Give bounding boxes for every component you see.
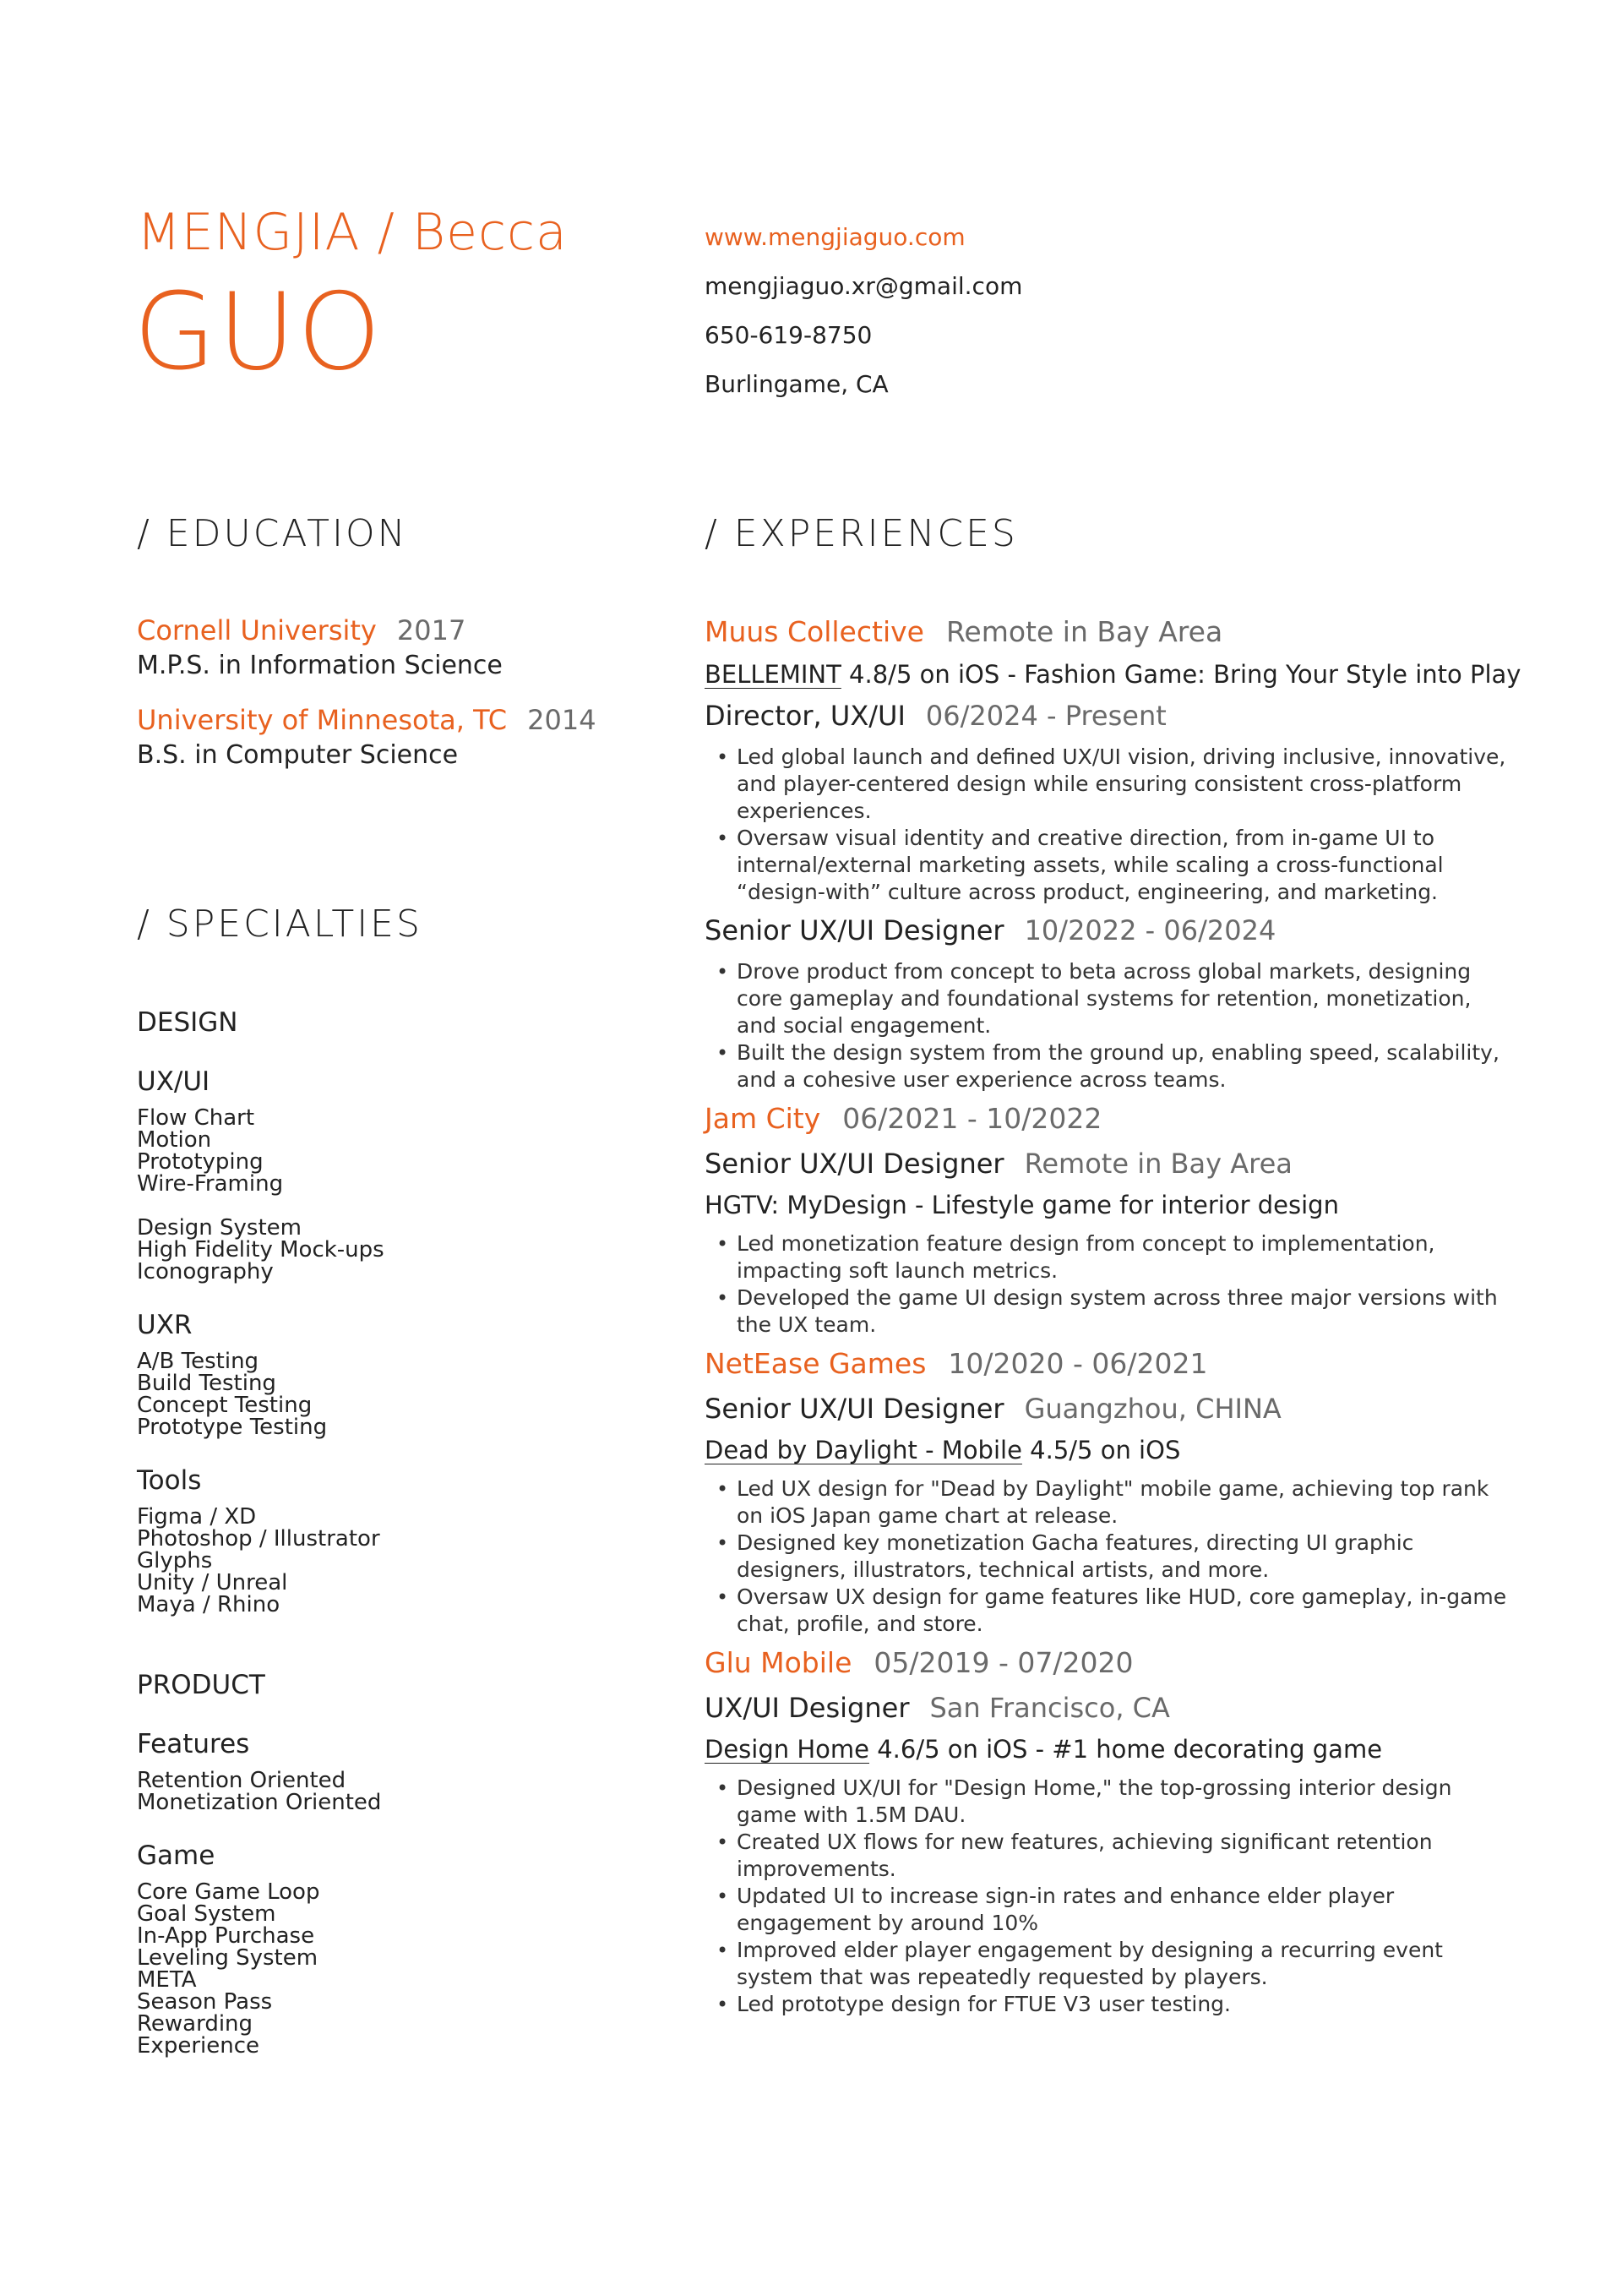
company-header (705, 1643, 1516, 1683)
specialty-subcategory: Tools (137, 1465, 202, 1496)
specialties-heading: / SPECIALTIES (137, 903, 422, 946)
skill-list (137, 1217, 661, 1283)
skill-item: Flow Chart (137, 1105, 255, 1131)
skill-item: Core Game Loop (137, 1879, 320, 1905)
game-link[interactable]: Design Home (705, 1735, 869, 1764)
company-dates: 10/2020 - 06/2021 (948, 1347, 1208, 1380)
bullet-item: • Led UX design for "Dead by Daylight" mobile game, achieving top rank on iOS Japan game chart at release. (737, 1475, 1516, 1530)
bullet-item: • Improved elder player engagement by designing a recurring event system that was repeatedly requested by players. (737, 1937, 1516, 1991)
game-link[interactable]: Dead by Daylight - Mobile (705, 1436, 1022, 1464)
contact-info (705, 213, 1022, 409)
role-header (705, 696, 1516, 735)
skill-item: Build Testing (137, 1371, 276, 1396)
skill-list (137, 1881, 661, 2057)
location: Burlingame, CA (705, 370, 889, 398)
bullet-item: • Led prototype design for FTUE V3 user testing. (737, 1991, 1516, 2018)
specialty-subcategory: UX/UI (137, 1066, 210, 1097)
bullet-list (705, 1775, 1516, 2018)
company-name: NetEase Games (705, 1347, 927, 1380)
skill-item: In-App Purchase (137, 1923, 315, 1949)
game-title (705, 657, 1521, 691)
education-item (137, 701, 661, 739)
specialty-category: PRODUCT (137, 1670, 265, 1700)
bullet-item: • Oversaw visual identity and creative direction, from in-game UI to internal/external marketing assets, while scaling a cross-functional “design-with” culture across product, engineering, and marketing. (737, 825, 1516, 906)
bullet-list (705, 1230, 1516, 1339)
skill-item: Rewarding (137, 2011, 253, 2037)
company-name: Glu Mobile (705, 1646, 852, 1679)
role-dates: 06/2024 - Present (925, 700, 1167, 732)
skill-item: Figma / XD (137, 1504, 257, 1530)
first-name: MENGJIA / Becca (137, 203, 568, 262)
skill-item: Leveling System (137, 1945, 318, 1971)
company-dates: 05/2019 - 07/2020 (874, 1646, 1134, 1679)
skill-item: META (137, 1967, 197, 1993)
specialty-subcategory: UXR (137, 1310, 193, 1340)
bullet-list (705, 744, 1516, 906)
bullet-list (705, 958, 1516, 1093)
school-name: University of Minnesota, TC (137, 704, 508, 736)
school-name: Cornell University (137, 614, 377, 646)
bullet-item: • Led monetization feature design from concept to implementation, impacting soft launch metrics. (737, 1230, 1516, 1284)
role-location: San Francisco, CA (929, 1692, 1170, 1724)
graduation-year: 2014 (527, 704, 596, 736)
website-link[interactable]: www.mengjiaguo.com (705, 223, 966, 251)
role-dates: 10/2022 - 06/2024 (1024, 914, 1276, 946)
bullet-item: • Built the design system from the ground up, enabling speed, scalability, and a cohesive user experience across teams. (737, 1039, 1516, 1093)
skill-item: Prototype Testing (137, 1415, 328, 1440)
bullet-item: • Designed UX/UI for "Design Home," the top-grossing interior design game with 1.5M DAU. (737, 1775, 1516, 1829)
skill-item: Motion (137, 1127, 212, 1153)
role-header (705, 1389, 1516, 1428)
skill-item: Unity / Unreal (137, 1570, 288, 1595)
game-description: 4.5/5 on iOS (1021, 1436, 1181, 1464)
skill-item: Goal System (137, 1901, 276, 1927)
bullet-item: • Updated UI to increase sign-in rates and enhance elder player engagement by around 10% (737, 1883, 1516, 1937)
company-header (705, 612, 1516, 652)
skill-item: High Fidelity Mock-ups (137, 1237, 384, 1263)
role-title: Senior UX/UI Designer (705, 914, 1004, 946)
skill-item: Monetization Oriented (137, 1790, 382, 1815)
degree: M.P.S. in Information Science (137, 651, 503, 680)
bullet-item: • Developed the game UI design system across three major versions with the UX team. (737, 1284, 1516, 1339)
email-link[interactable]: mengjiaguo.xr@gmail.com (705, 272, 1023, 300)
game-description: 4.6/5 on iOS - #1 home decorating game (869, 1735, 1383, 1764)
skill-item: Experience (137, 2033, 259, 2059)
skill-list (137, 1770, 661, 1813)
bullet-item: • Led global launch and defined UX/UI vision, driving inclusive, innovative, and player-centered design while ensuring consistent cross-platform experiences. (737, 744, 1516, 825)
degree: B.S. in Computer Science (137, 740, 459, 770)
experience-list (705, 612, 1521, 2023)
bullet-item: • Designed key monetization Gacha features, directing UI graphic designers, illustrators, technical artists, and more. (737, 1530, 1516, 1584)
education-list (137, 612, 661, 791)
role-header (705, 1688, 1516, 1727)
role-title: UX/UI Designer (705, 1692, 910, 1724)
skill-item: A/B Testing (137, 1349, 259, 1374)
skill-item: Prototyping (137, 1149, 264, 1175)
company-name: Jam City (705, 1102, 821, 1135)
skill-item: Glyphs (137, 1548, 213, 1573)
education-heading: / EDUCATION (137, 512, 408, 555)
skill-item: Maya / Rhino (137, 1592, 280, 1617)
company-location: Remote in Bay Area (945, 615, 1223, 648)
company-dates: 06/2021 - 10/2022 (842, 1102, 1102, 1135)
experiences-heading: / EXPERIENCES (705, 512, 1018, 555)
role-title: Senior UX/UI Designer (705, 1393, 1004, 1425)
skill-list (137, 1107, 661, 1195)
specialties-list (137, 1006, 661, 2082)
role-header (705, 911, 1516, 950)
role-title: Senior UX/UI Designer (705, 1148, 1004, 1180)
game-title: HGTV: MyDesign - Lifestyle game for interior design (705, 1191, 1339, 1219)
company-name: Muus Collective (705, 615, 924, 648)
last-name: GUO (133, 270, 384, 394)
skill-item: Design System (137, 1215, 302, 1241)
company-header (705, 1099, 1516, 1139)
bullet-item: • Oversaw UX design for game features like HUD, core gameplay, in-game chat, profile, and store. (737, 1584, 1516, 1638)
game-description: 4.8/5 on iOS - Fashion Game: Bring Your Style into Play (841, 660, 1521, 689)
company-header (705, 1344, 1516, 1384)
game-title (705, 1433, 1516, 1467)
graduation-year: 2017 (396, 614, 466, 646)
bullet-item: • Drove product from concept to beta across global markets, designing core gameplay and foundational systems for retention, monetization, and social engagement. (737, 958, 1516, 1039)
skill-item: Iconography (137, 1259, 274, 1284)
role-title: Director, UX/UI (705, 700, 906, 732)
skill-list (137, 1350, 661, 1438)
game-title (705, 1732, 1516, 1766)
phone-number: 650-619-8750 (705, 321, 873, 349)
bullet-list (705, 1475, 1516, 1638)
education-item (137, 612, 661, 649)
skill-list (137, 1506, 661, 1616)
skill-item: Wire-Framing (137, 1171, 284, 1197)
role-header (705, 1144, 1516, 1183)
skill-item: Photoshop / Illustrator (137, 1526, 380, 1552)
specialty-subcategory: Features (137, 1729, 250, 1759)
specialty-category: DESIGN (137, 1007, 238, 1038)
game-link[interactable]: BELLEMINT (705, 660, 841, 689)
skill-item: Season Pass (137, 1989, 273, 2015)
specialty-subcategory: Game (137, 1841, 215, 1871)
role-location: Remote in Bay Area (1024, 1148, 1293, 1180)
bullet-item: • Created UX flows for new features, achieving significant retention improvements. (737, 1829, 1516, 1883)
role-location: Guangzhou, CHINA (1024, 1393, 1282, 1425)
skill-item: Concept Testing (137, 1393, 313, 1418)
skill-item: Retention Oriented (137, 1768, 346, 1793)
